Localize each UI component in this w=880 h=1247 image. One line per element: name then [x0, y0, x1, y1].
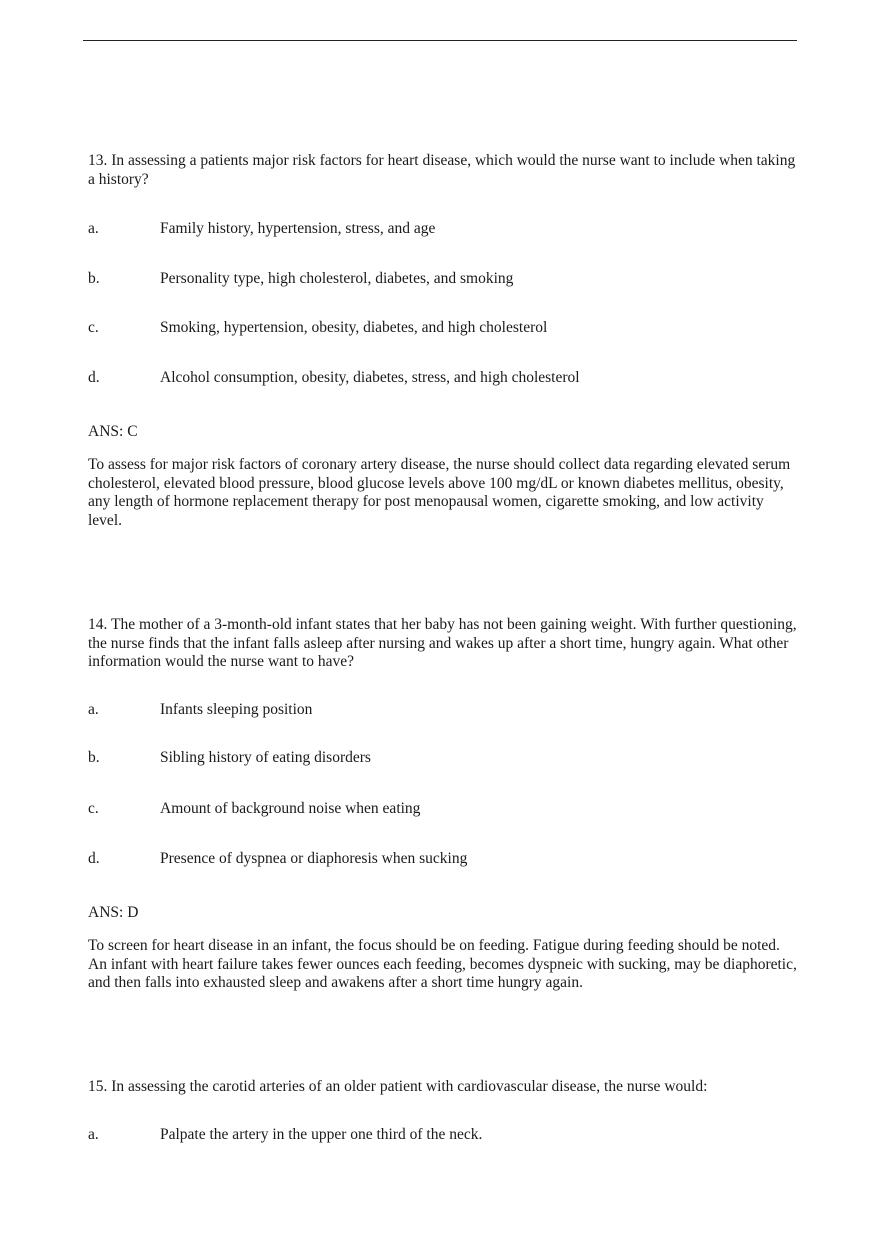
option-letter: d. [88, 369, 100, 386]
option-text: Smoking, hypertension, obesity, diabetes, and high cholesterol [160, 319, 548, 336]
question-15-option-a [88, 1126, 800, 1145]
question-13-rationale: To assess for major risk factors of coronary artery disease, the nurse should collect data regarding elevated serum cholesterol, elevated blood pressure, blood glucose levels above 100 mg/dL or known diabetes mellitus, obesity, any length of hormone replacement therapy for post menopausal women, cigarette smoking, and low activity level. [88, 456, 791, 529]
option-text: Sibling history of eating disorders [160, 749, 371, 766]
question-13-stem: 13. In assessing a patients major risk factors for heart disease, which would the nurse want to include when taking a history? [88, 152, 796, 188]
option-text: Amount of background noise when eating [160, 800, 421, 817]
question-14-option-b [88, 749, 800, 768]
option-text: Presence of dyspnea or diaphoresis when sucking [160, 850, 468, 867]
option-letter: a. [88, 701, 99, 718]
option-letter: a. [88, 220, 99, 237]
question-14-answer: ANS: D [88, 904, 139, 921]
option-letter: b. [88, 749, 100, 766]
question-14-option-d [88, 850, 800, 869]
question-13-option-a [88, 220, 800, 239]
question-14-stem: 14. The mother of a 3-month-old infant states that her baby has not been gaining weight. With further questioning, the nurse finds that the infant falls asleep after nursing and wakes up after a short time, hungry again. What other information would the nurse want to have? [88, 616, 797, 670]
option-text: Palpate the artery in the upper one third of the neck. [160, 1126, 483, 1143]
header-rule [83, 40, 797, 41]
option-text: Family history, hypertension, stress, and age [160, 220, 436, 237]
option-text: Alcohol consumption, obesity, diabetes, stress, and high cholesterol [160, 369, 580, 386]
question-13-answer: ANS: C [88, 423, 138, 440]
option-letter: a. [88, 1126, 99, 1143]
question-13-option-c [88, 319, 800, 338]
question-13-option-d [88, 369, 800, 388]
option-letter: b. [88, 270, 100, 287]
question-15-stem: 15. In assessing the carotid arteries of an older patient with cardiovascular disease, the nurse would: [88, 1078, 708, 1095]
option-text: Personality type, high cholesterol, diabetes, and smoking [160, 270, 514, 287]
option-letter: c. [88, 800, 99, 817]
question-14-option-c [88, 800, 800, 819]
question-13-option-b [88, 270, 800, 289]
question-14-rationale: To screen for heart disease in an infant, the focus should be on feeding. Fatigue during feeding should be noted. An infant with heart failure takes fewer ounces each feeding, becomes dyspneic with sucking, may be diaphoretic, and then falls into exhausted sleep and awakens after a short time hungry again. [88, 937, 797, 991]
option-text: Infants sleeping position [160, 701, 313, 718]
option-letter: d. [88, 850, 100, 867]
option-letter: c. [88, 319, 99, 336]
question-14-option-a [88, 701, 800, 720]
